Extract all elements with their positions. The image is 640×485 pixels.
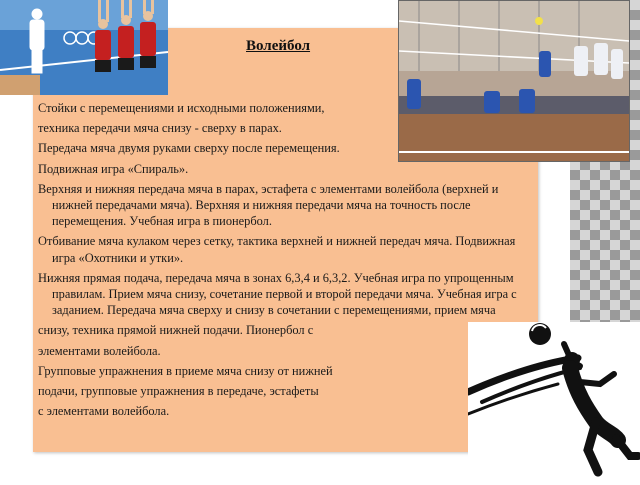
left-photo xyxy=(0,0,168,95)
silhouette-area xyxy=(468,322,640,480)
line-1: Стойки с перемещениями и исходными положениями, xyxy=(38,101,325,115)
line-2: техника передачи мяча снизу - сверху в парах. xyxy=(38,121,282,136)
line-3: Передача мяча двумя руками сверху после перемещения. xyxy=(38,141,340,156)
volleyball-block-photo xyxy=(0,0,168,95)
slide-title: Волейбол xyxy=(246,38,311,54)
paragraph-7: Нижняя прямая подача, передача мяча в зонах 6,3,4 и 6,3,2. Учебная игра по упрощенным правилам. Прием мяча снизу, сочетание первой и второй передачи мяча. Учебная игра с заданием. Передача мяча сверху и снизу в сочетании с перемещениями, прием мяча xyxy=(38,270,517,318)
line-12: с элементами волейбола. xyxy=(38,404,170,419)
line-9: элементами волейбола. xyxy=(38,343,161,358)
paragraph-6: Отбивание мяча кулаком через сетку, тактика верхней и нижней передач мяча. Подвижная игра «Охотники и утки». xyxy=(38,234,516,265)
volleyball-player-silhouette-icon xyxy=(468,322,640,480)
slide-body xyxy=(38,100,538,423)
line-8: снизу, техника прямой нижней подачи. Пионербол с xyxy=(38,323,314,338)
line-4: Подвижная игра «Спираль». xyxy=(38,161,189,176)
paragraph-5: Верхняя и нижняя передача мяча в парах, эстафета с элементами волейбола (верхней и нижней передачами мяча). Верхняя и нижняя передачи мяча на точность после перемещения. Учебная игра в пионербол. xyxy=(38,181,499,229)
line-11: подачи, групповые упражнения в передаче, эстафеты xyxy=(38,384,319,399)
line-10: Групповые упражнения в приеме мяча снизу от нижней xyxy=(38,363,333,378)
